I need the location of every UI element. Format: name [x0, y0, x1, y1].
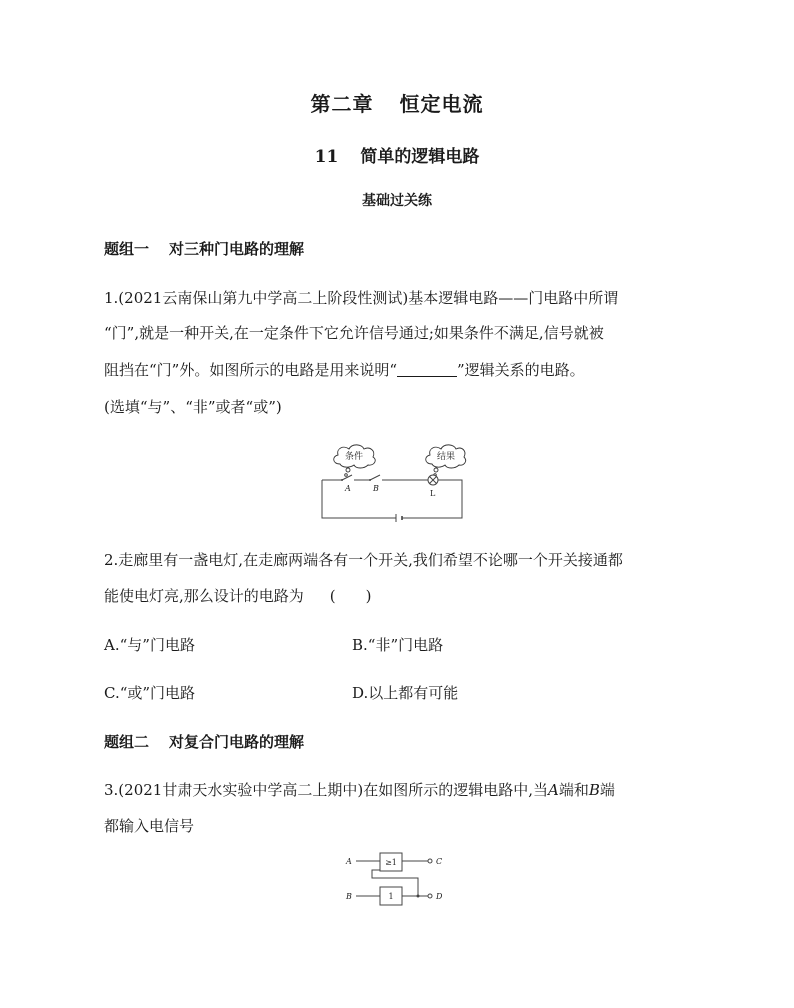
question-group-1-heading [104, 238, 304, 259]
battery-icon [396, 514, 402, 522]
q2-option-d[interactable]: D.以上都有可能 [352, 684, 459, 702]
q3-line-1-mid: 端和 [558, 781, 589, 799]
q3-line-1-pre: 3.(2021甘肃天水实验中学高二上期中)在如图所示的逻辑电路中,当 [104, 781, 548, 799]
q1-line-3-before: 阻挡在“门”外。如图所示的电路是用来说明“ [104, 361, 398, 379]
not-gate-label: 1 [388, 892, 394, 901]
q3-var-a: A [547, 781, 559, 799]
switch-b-contact [369, 479, 371, 481]
q1-line-4: (选填“与”、“非”或者“或”) [104, 398, 282, 416]
circuit-figure-1 [318, 436, 468, 526]
lamp-label: L [430, 489, 436, 498]
group-2-title: 对复合门电路的理解 [169, 733, 305, 751]
switch-b-label: B [373, 484, 379, 493]
q1-line-1: 1.(2021云南保山第九中学高二上阶段性测试)基本逻辑电路——门电路中所谓 [104, 289, 619, 307]
output-d-label: D [436, 892, 443, 901]
q3-line-1 [104, 779, 615, 800]
q1-line-3-after: ”逻辑关系的电路。 [457, 361, 585, 379]
q2-option-b[interactable]: B.“非”门电路 [352, 636, 444, 654]
answer-parentheses[interactable]: ( ) [329, 587, 372, 605]
input-a-label: A [346, 857, 352, 866]
lamp-icon [428, 475, 438, 485]
switch-a-contact [341, 479, 343, 481]
circuit-wires [322, 475, 462, 518]
cloud-left-label: 条件 [344, 452, 364, 462]
q3-line-2: 都输入电信号 [104, 817, 195, 835]
input-b-label: B [346, 892, 352, 901]
cloud-right-label: 结果 [436, 452, 456, 462]
output-c-terminal [428, 859, 432, 863]
output-d-terminal [428, 894, 432, 898]
exercise-subtitle: 基础过关练 [362, 193, 432, 209]
q3-var-b: B [588, 781, 600, 799]
q1-line-2: “门”,就是一种开关,在一定条件下它允许信号通过;如果条件不满足,信号就被 [104, 324, 604, 342]
chapter-heading [0, 88, 794, 117]
switch-a-label: A [345, 484, 351, 493]
q2-option-a[interactable]: A.“与”门电路 [104, 636, 195, 654]
group-1-title: 对三种门电路的理解 [169, 240, 305, 258]
q3-line-1-end: 端 [599, 781, 615, 799]
answer-blank[interactable] [397, 362, 457, 377]
junction-dot [417, 895, 420, 898]
section-heading [0, 142, 794, 167]
chapter-number: 第二章 [310, 92, 374, 116]
chapter-title: 恒定电流 [399, 92, 484, 116]
q2-line-1: 2.走廊里有一盏电灯,在走廊两端各有一个开关,我们希望不论哪一个开关接通都 [104, 551, 623, 569]
section-number: 11 [314, 147, 339, 167]
section-title: 简单的逻辑电路 [360, 147, 480, 167]
question-group-2-heading [104, 731, 304, 752]
logic-gate-figure [342, 850, 454, 908]
q2-option-c[interactable]: C.“或”门电路 [104, 684, 196, 702]
output-c-label: C [436, 857, 443, 866]
or-gate-label: ≥1 [385, 858, 397, 867]
q2-line-2 [104, 585, 372, 606]
q1-line-3 [104, 359, 585, 380]
q2-line-2-text: 能使电灯亮,那么设计的电路为 [104, 587, 304, 605]
group-1-label: 题组一 [104, 240, 150, 258]
group-2-label: 题组二 [104, 733, 150, 751]
